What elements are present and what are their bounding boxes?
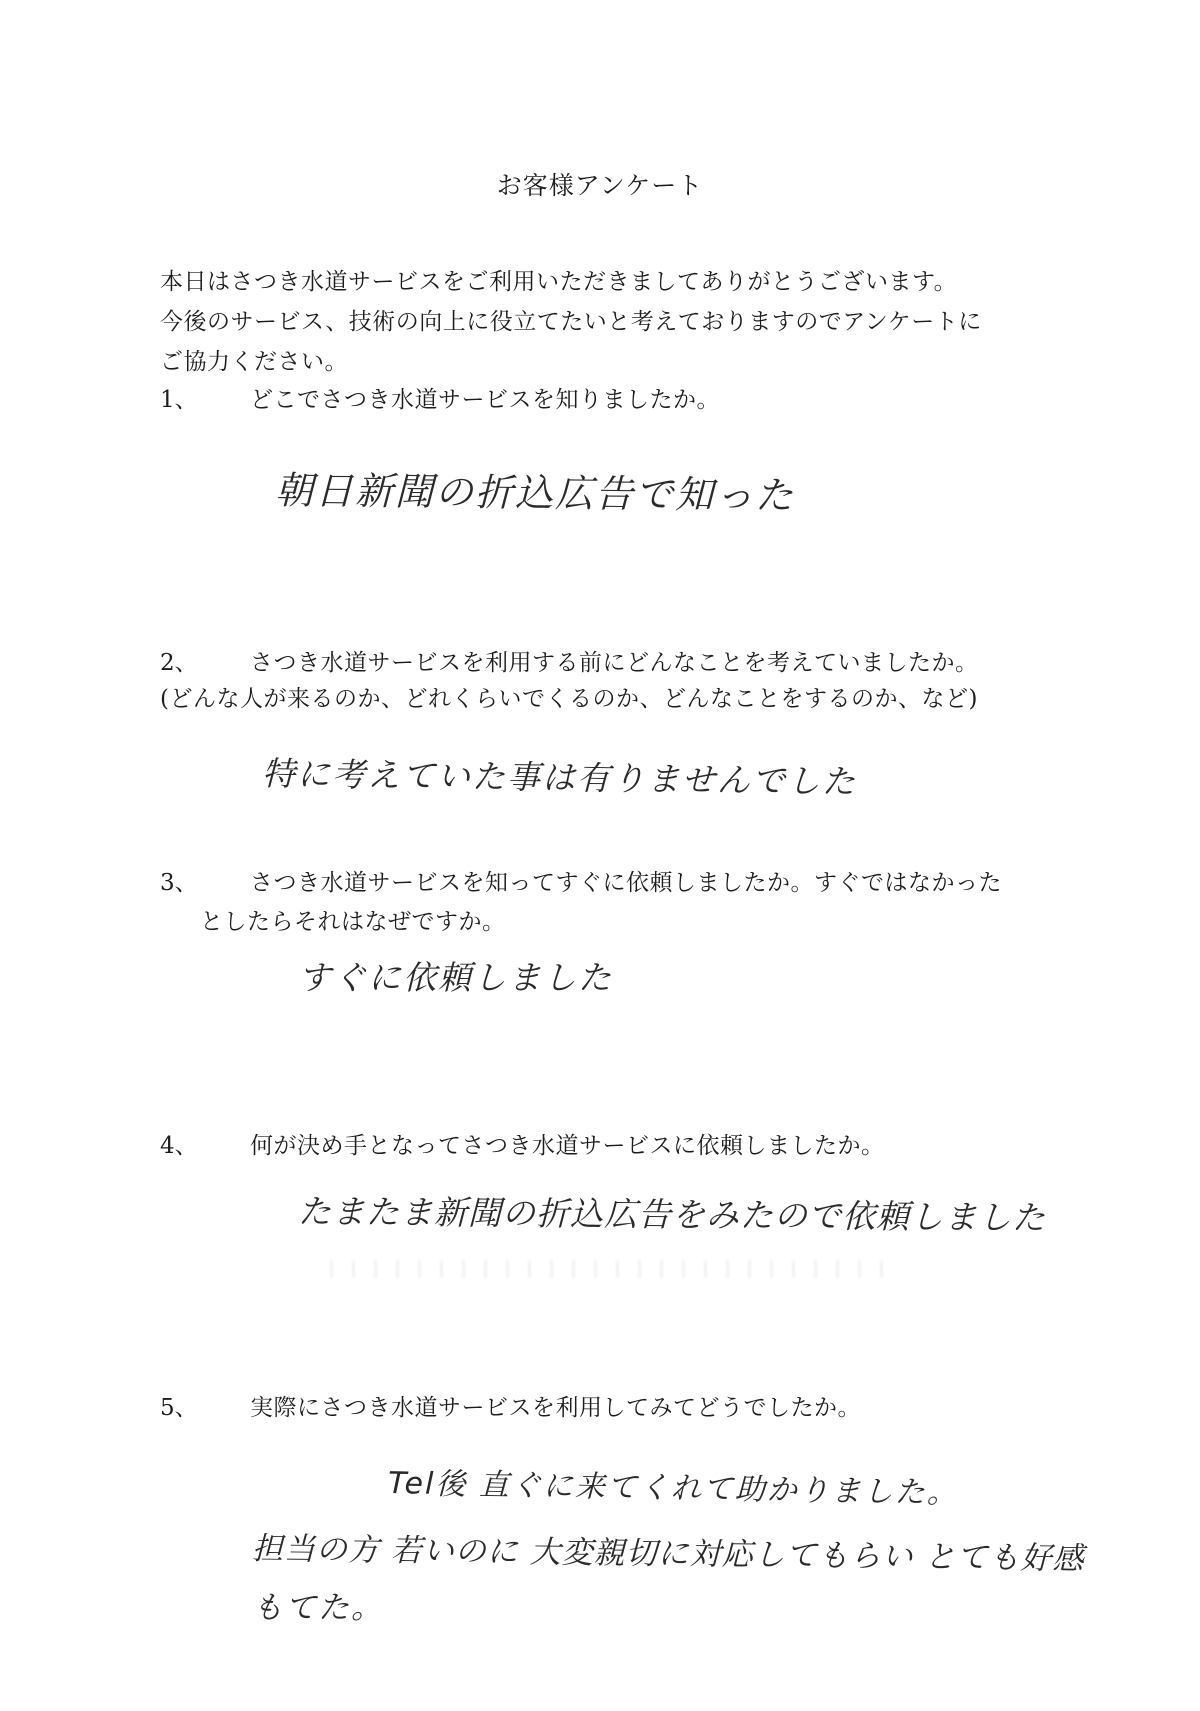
handwritten-answer: たまたま新聞の折込広告をみたので依頼しました bbox=[297, 1191, 1047, 1238]
question-number: 5、 bbox=[160, 1395, 198, 1421]
question-number: 3、 bbox=[160, 870, 198, 896]
question-subtext: (どんな人が来るのか、どれくらいでくるのか、どんなことをするのか、など) bbox=[160, 686, 978, 712]
intro-paragraph bbox=[160, 262, 1060, 382]
handwritten-answer: Tel後 直ぐに来てくれて助かりました。 bbox=[387, 1466, 960, 1511]
question-text: さつき水道サービスを知ってすぐに依頼しましたか。すぐではなかった bbox=[250, 870, 1002, 896]
question-number: 1、 bbox=[160, 387, 198, 413]
handwritten-answer: 担当の方 若いのに 大変親切に対応してもらい とても好感 bbox=[251, 1530, 1085, 1578]
page-title: お客様アンケート bbox=[496, 171, 704, 200]
question-number: 4、 bbox=[160, 1133, 198, 1159]
intro-line: 本日はさつき水道サービスをご利用いただきましてありがとうございます。 bbox=[160, 269, 958, 295]
scan-smudge bbox=[330, 1260, 890, 1278]
question-text: 何が決め手となってさつき水道サービスに依頼しましたか。 bbox=[250, 1133, 885, 1159]
handwritten-answer: 朝日新聞の折込広告で知った bbox=[274, 468, 796, 518]
handwritten-answer: もてた。 bbox=[252, 1590, 384, 1626]
question-subtext: としたらそれはなぜですか。 bbox=[200, 909, 506, 935]
handwritten-answer: すぐに依頼しました bbox=[298, 958, 613, 997]
question-text: さつき水道サービスを利用する前にどんなことを考えていましたか。 bbox=[250, 650, 979, 676]
question-number: 2、 bbox=[160, 650, 198, 676]
question-text: 実際にさつき水道サービスを利用してみてどうでしたか。 bbox=[250, 1395, 861, 1421]
intro-line: 今後のサービス、技術の向上に役立てたいと考えておりますのでアンケートに bbox=[160, 309, 982, 335]
handwritten-answer: 特に考えていた事は有りませんでした bbox=[261, 753, 858, 802]
question-text: どこでさつき水道サービスを知りましたか。 bbox=[250, 387, 720, 413]
intro-line: ご協力ください。 bbox=[160, 349, 348, 375]
